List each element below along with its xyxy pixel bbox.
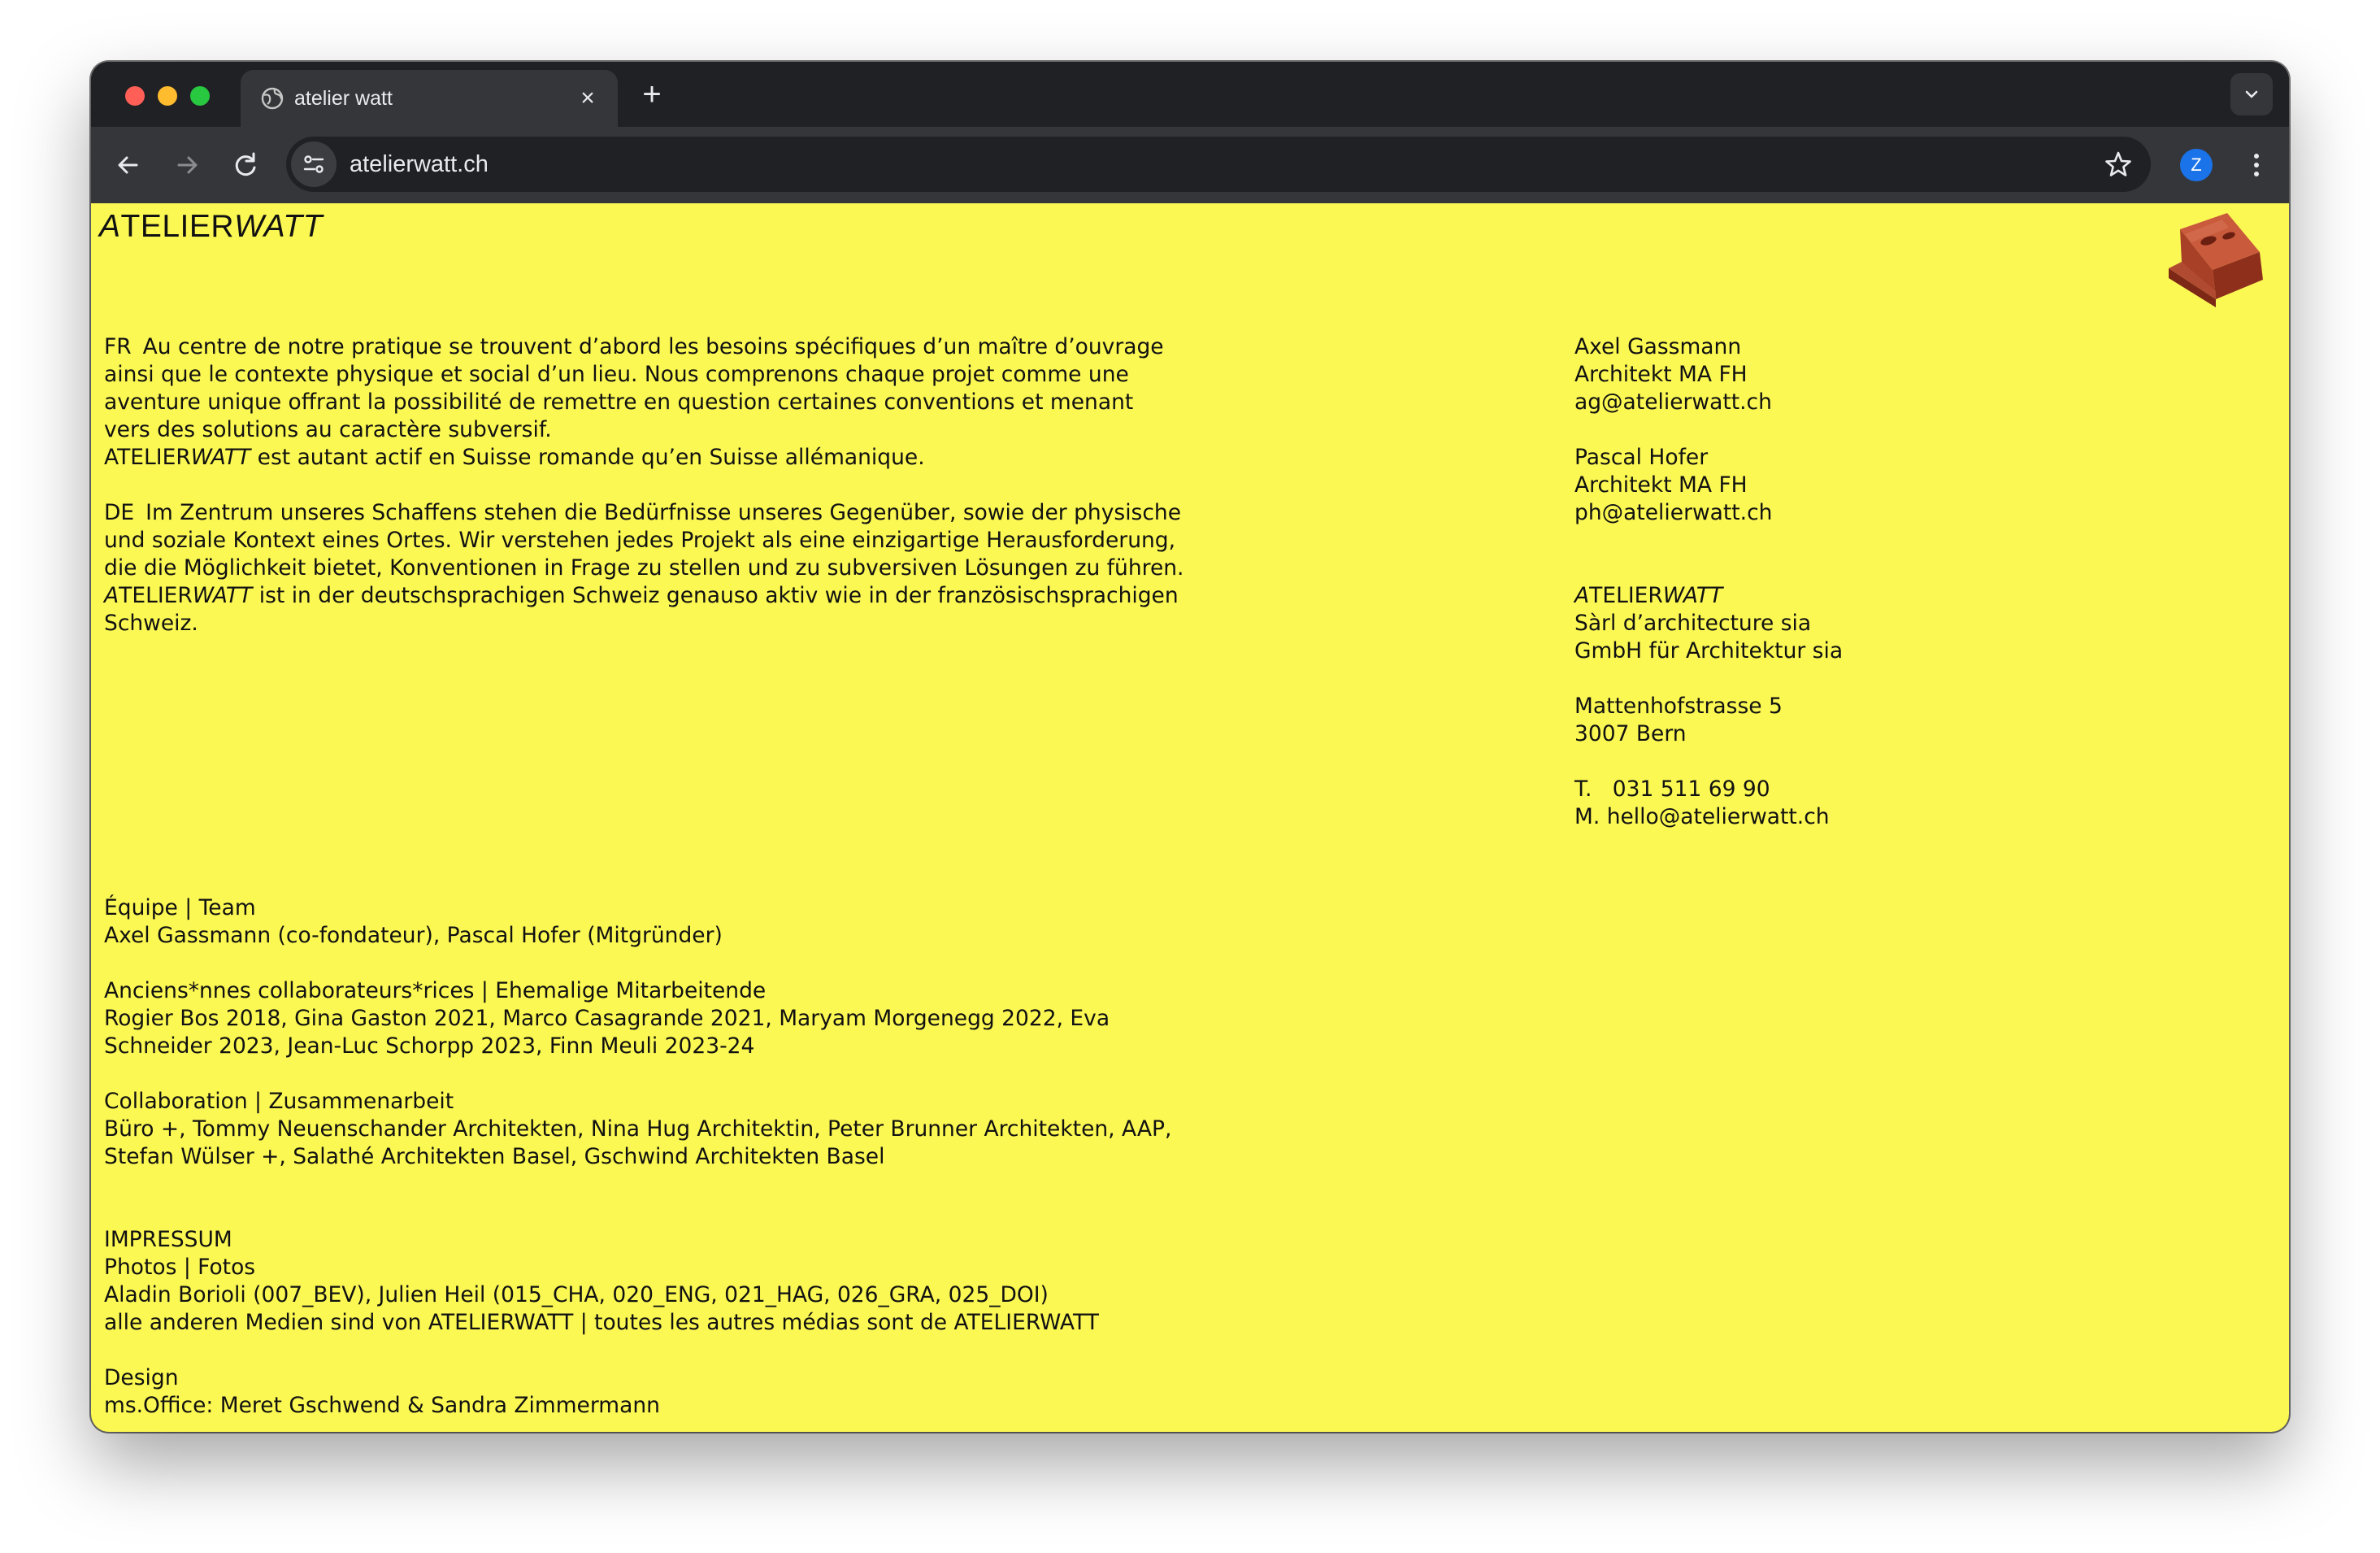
back-arrow-icon[interactable] <box>109 146 148 185</box>
new-tab-button[interactable]: + <box>642 76 662 112</box>
design-text: ms.Office: Meret Gschwend & Sandra Zimmermann <box>104 1393 660 1418</box>
person2-title: Architekt MA FH <box>1574 472 1748 498</box>
brick-icon <box>2164 211 2278 309</box>
collab-line: Büro +, Tommy Neuenschander Architekten, Nina Hug Architektin, Peter Brunner Architekten, AAP, <box>104 1116 1172 1142</box>
person2-name: Pascal Hofer <box>1574 445 1709 470</box>
address-bar[interactable] <box>286 137 2151 192</box>
forward-arrow-icon[interactable] <box>167 146 206 185</box>
team-text: Axel Gassmann (co-fondateur), Pascal Hofer (Mitgründer) <box>104 923 723 948</box>
browser-tab[interactable] <box>241 70 618 127</box>
company-line-fr: Sàrl d’architecture sia <box>1574 611 1812 636</box>
collab-line: Stefan Wülser +, Salathé Architekten Basel, Gschwind Architekten Basel <box>104 1144 885 1169</box>
site-logo[interactable]: ATELIERWATT <box>99 209 323 244</box>
credits-section <box>104 894 1242 1420</box>
photos-line: Aladin Borioli (007_BEV), Julien Heil (015_CHA, 020_ENG, 021_HAG, 026_GRA, 025_DOI) <box>104 1282 1049 1307</box>
company-name: ATELIERWATT <box>1574 583 1723 608</box>
person1-name: Axel Gassmann <box>1574 334 1742 359</box>
design-heading: Design <box>104 1365 179 1390</box>
tune-icon <box>301 151 327 177</box>
page-content <box>91 203 2289 1432</box>
address-street: Mattenhofstrasse 5 <box>1574 694 1783 719</box>
close-window-button[interactable] <box>125 86 145 106</box>
team-heading: Équipe | Team <box>104 895 256 920</box>
company-line-de: GmbH für Architektur sia <box>1574 638 1844 663</box>
browser-toolbar <box>91 127 2289 203</box>
intro-de: DE Im Zentrum unseres Schaffens stehen die Bedürfnisse unseres Gegenüber, sowie der physische und soziale Kontext eines Ortes. Wir verstehen jedes Projekt als eine einzigartige Herausforderung, die die Möglichkeit bietet, Konventionen in Frage zu stellen und zu subversiven Lösungen zu führen. ATELIERWATT ist in der deutschsprachigen Schweiz genauso aktiv wie in der französischsprachigen Schweiz. <box>104 500 1184 636</box>
address-city: 3007 Bern <box>1574 721 1687 746</box>
intro-text <box>104 333 1185 665</box>
contact-info <box>1574 333 2143 831</box>
url-text[interactable]: atelierwatt.ch <box>350 151 489 177</box>
reload-icon[interactable] <box>226 146 265 185</box>
former-line: Rogier Bos 2018, Gina Gaston 2021, Marco Casagrande 2021, Maryam Morgenegg 2022, Eva <box>104 1006 1110 1031</box>
person1-email-link[interactable]: ag@atelierwatt.ch <box>1574 389 1772 415</box>
person1-title: Architekt MA FH <box>1574 362 1748 387</box>
browser-window <box>91 62 2289 1432</box>
photos-line: alle anderen Medien sind von ATELIERWATT | toutes les autres médias sont de ATELIERWATT <box>104 1310 1099 1335</box>
minimize-window-button[interactable] <box>158 86 177 106</box>
email-link[interactable]: M. hello@atelierwatt.ch <box>1574 804 1830 829</box>
site-info-button[interactable] <box>291 141 337 187</box>
profile-avatar[interactable]: Z <box>2180 149 2213 181</box>
collab-heading: Collaboration | Zusammenarbeit <box>104 1089 454 1114</box>
intro-fr: FR Au centre de notre pratique se trouvent d’abord les besoins spécifiques d’un maître d’ouvrage ainsi que le contexte physique et social d’un lieu. Nous comprenons chaque projet comme une aventure unique offrant la possibilité de remettre en question certaines conventions et menant vers des solutions au caractère subversif. ATELIERWATT est autant actif en Suisse romande qu’en Suisse allémanique. <box>104 334 1164 470</box>
phone-number[interactable]: T. 031 511 69 90 <box>1574 776 1770 802</box>
tab-strip <box>91 62 2289 127</box>
more-options-icon[interactable] <box>2239 147 2274 183</box>
close-tab-icon[interactable]: × <box>580 85 595 111</box>
former-line: Schneider 2023, Jean-Luc Schorpp 2023, Finn Meuli 2023-24 <box>104 1033 755 1059</box>
tab-search-button[interactable] <box>2230 73 2273 115</box>
photos-heading: Photos | Fotos <box>104 1255 256 1280</box>
chevron-down-icon <box>2242 85 2261 104</box>
impressum-heading: IMPRESSUM <box>104 1227 232 1252</box>
former-heading: Anciens*nnes collaborateurs*rices | Ehemalige Mitarbeitende <box>104 978 767 1003</box>
maximize-window-button[interactable] <box>190 86 210 106</box>
globe-icon <box>260 86 284 111</box>
person2-email-link[interactable]: ph@atelierwatt.ch <box>1574 500 1773 525</box>
tab-title: atelier watt <box>294 87 393 110</box>
bookmark-star-icon[interactable] <box>2104 150 2133 179</box>
